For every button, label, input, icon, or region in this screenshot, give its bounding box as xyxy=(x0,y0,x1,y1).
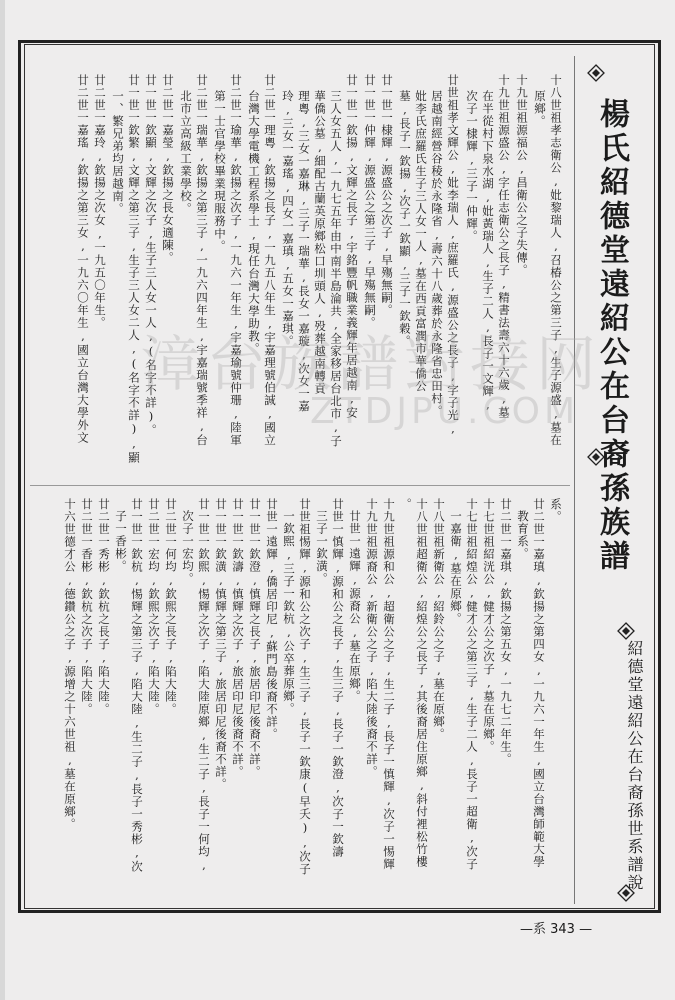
text-column: 廿二世一嘉玲,欽揚之次女,一九五〇年生。 xyxy=(93,74,107,329)
diamond-ornament-icon xyxy=(617,622,635,640)
text-column: 十九世祖源和公,超衛公之子,生二子,長子一慎輝,次子一惕輝 xyxy=(382,498,396,871)
text-column: 十八世祖新衛公,紹鈴公之子,墓在原鄉。 xyxy=(432,498,446,741)
text-column: 三人女五人,一九七五年由中南半島淪共,全家移居台北市,子 xyxy=(329,90,343,448)
text-column: 廿二世一理粵,欽揚之長子,一九五八年生,宇嘉理號伯誠,國立 xyxy=(263,74,277,447)
text-column: 廿二世一嘉瑤,欽揚之第三女,一九六〇年生,國立台灣大學外文 xyxy=(76,74,90,444)
text-column: 廿世一慎輝,源和公之長子,生三子,長子一欽澄,次子一欽濤 xyxy=(331,498,345,858)
watermark-url: ZTDJPU.COM xyxy=(310,391,580,432)
text-column: 十七世祖紹洸公,健才公之次子,墓在原鄉。 xyxy=(482,498,496,753)
half-divider xyxy=(30,485,570,486)
text-column: 廿一世一欽澄,慎輝之長子,旅居印尼後裔不詳。 xyxy=(248,498,262,778)
text-column: 原鄉。 xyxy=(533,90,547,128)
text-column: 次子一棣輝,三子一仲輝。 xyxy=(465,90,479,243)
text-column: 子一香彬。 xyxy=(114,510,128,573)
text-column: 十八世祖孝志衛公,妣黎瑞人,召椿公之第三子,生子源盛,墓在 xyxy=(549,74,563,447)
text-column: 妣李氏庶羅氏生子三人女一人,墓在西貢富潤市華僑公 xyxy=(414,90,428,393)
page-number: —系 343 — xyxy=(520,922,593,937)
text-column: 玲,三女一嘉瑤,四女一嘉瑱,五女一嘉琪。 xyxy=(281,90,295,348)
text-column: 一欽熙,三子一欽杭,公卒葬原鄉。 xyxy=(282,510,296,715)
text-column: 一嘉衛,墓在原鄉。 xyxy=(449,510,463,625)
text-column: 十六世德才公,德鑽公之子,源增之十六世祖,墓在原鄉。 xyxy=(63,498,77,831)
text-column: 系。 xyxy=(549,498,563,523)
text-column: 次子一宏均。 xyxy=(181,510,195,585)
text-column: 廿二世一香彬,欽杭之次子,陷大陸。 xyxy=(80,498,94,716)
text-column: 廿世祖孝文輝公,妣李瑞人,庶羅氏,源盛公之長子,字子光, xyxy=(446,74,460,437)
text-column: 廿二世一何均,欽熙之長子,陷大陸。 xyxy=(164,498,178,716)
text-column: 十九世祖源福公,昌衛公之子失傳。 xyxy=(515,74,529,277)
title-divider xyxy=(574,56,575,904)
text-column: 十七世祖紹煌公,健才公之第三子,生子二人,長子一超衛,次子 xyxy=(465,498,479,871)
diamond-ornament-icon xyxy=(587,64,605,82)
text-column: 廿世一遠輝,僑居印尼,蘇門島後裔不詳。 xyxy=(265,498,279,741)
text-column: 廿一世一欽顯,文輝之次子,生子三人女一人,(名字不詳)。 xyxy=(144,74,158,437)
watermark-text: 漳台族譜對接网 xyxy=(140,330,602,400)
text-column: 墓,長子一欽揚,次子一欽顯,三子一欽穀。 xyxy=(398,90,412,348)
text-column: 廿二世一瑞華,欽揚之第三子,一九六四年生,宇嘉瑞號季祥,台 xyxy=(195,74,209,447)
text-column: 十九世祖源盛公,字任志衛公之長子,精書法壽六十六歲,墓 xyxy=(497,74,511,419)
text-column: 廿一世一欽潢,慎輝之第三子,旅居印尼後裔不詳。 xyxy=(214,498,228,791)
text-column: 廿一世一欽揚,文輝之長子,宇銘豐帆職業義輝年居越南,安 xyxy=(345,74,359,419)
text-column: 理粵,三女一嘉琳,三子一瑞華,長女一嘉璇,次女一嘉 xyxy=(297,90,311,413)
text-column: 北市立高級工業學校。 xyxy=(179,90,193,215)
text-column: 廿世一遠輝,源裔公,墓在原鄉。 xyxy=(348,510,362,703)
text-column: 一、繁兄弟均居越南。 xyxy=(111,90,125,215)
page-title: 楊氏紹德堂遠紹公在台裔孫族譜 xyxy=(594,98,629,574)
text-column: 十九世祖源裔公,新衛公之子,陷大陸後裔不詳。 xyxy=(365,498,379,778)
text-column: 廿二世一秀彬,欽杭之長子,陷大陸。 xyxy=(97,498,111,716)
text-column: 第一士官學校畢業現服務中。 xyxy=(213,90,227,253)
binding-edge xyxy=(0,0,5,1000)
text-column: 廿一世一欽杭,惕輝之第三子,陷大陸,生二子,長子一秀彬,次 xyxy=(130,498,144,873)
text-column: 廿一世一欽繁,文輝之第三子,生子三人女二人,(名字不詳),顯 xyxy=(127,74,141,464)
text-column: 。 xyxy=(399,498,413,511)
text-column: 廿二世一嘉瑱,欽揚之第四女,一九六一年生,國立台灣師範大學 xyxy=(532,498,546,868)
text-column: 廿一世一仲輝,源盛公之第三子,早殤無嗣。 xyxy=(363,74,377,329)
text-column: 廿一世一棣輝,源盛公之次子,早殤無嗣。 xyxy=(380,74,394,317)
text-column: 廿一世一欽熙,惕輝之次子,陷大陸原鄉,生二子,長子一何均, xyxy=(197,498,211,873)
text-column: 教育系。 xyxy=(516,510,530,560)
text-column: 廿二世一嘉瑩,欽揚之長女適陳。 xyxy=(161,74,175,264)
text-column: 華僑公墓,細配古蘭英原鄉松口圳頭人,殁葬越南轉貢 xyxy=(313,90,327,395)
text-column: 廿二世一嘉琪,欽揚之第五女,一九七二年生。 xyxy=(499,498,513,766)
text-column: 在半從村下泉水湖,妣黃瑞人,生子二人,長子一文輝, xyxy=(481,90,495,413)
text-column: 廿世祖惕輝,源和公之次子,生三子,長子一欽康(早夭),次子 xyxy=(298,498,312,876)
text-column: 三子一欽潢。 xyxy=(315,510,329,585)
text-column: 廿一世一欽濤,慎輝之次子,旅居印尼後裔不詳。 xyxy=(231,498,245,778)
text-column: 廿二世一瑜華,欽揚之次子,一九六一年生,宇嘉瑜號仲珊,陸軍 xyxy=(229,74,243,447)
text-column: 十八世祖超衛公,紹煌公之長子,其後裔居住原鄉,斜付裡松竹樓 xyxy=(415,498,429,868)
running-header: 紹德堂遠紹公在台裔孫世系譜說 xyxy=(625,640,644,892)
text-column: 居越南經營谷稜於永隆省,壽六十八歲葬於永隆省忠田村。 xyxy=(430,90,444,418)
text-column: 台灣大學電機工程系學士,現任台灣大學助教。 xyxy=(247,90,261,355)
text-column: 廿二世一宏均,欽熙之次子,陷大陸。 xyxy=(147,498,161,716)
